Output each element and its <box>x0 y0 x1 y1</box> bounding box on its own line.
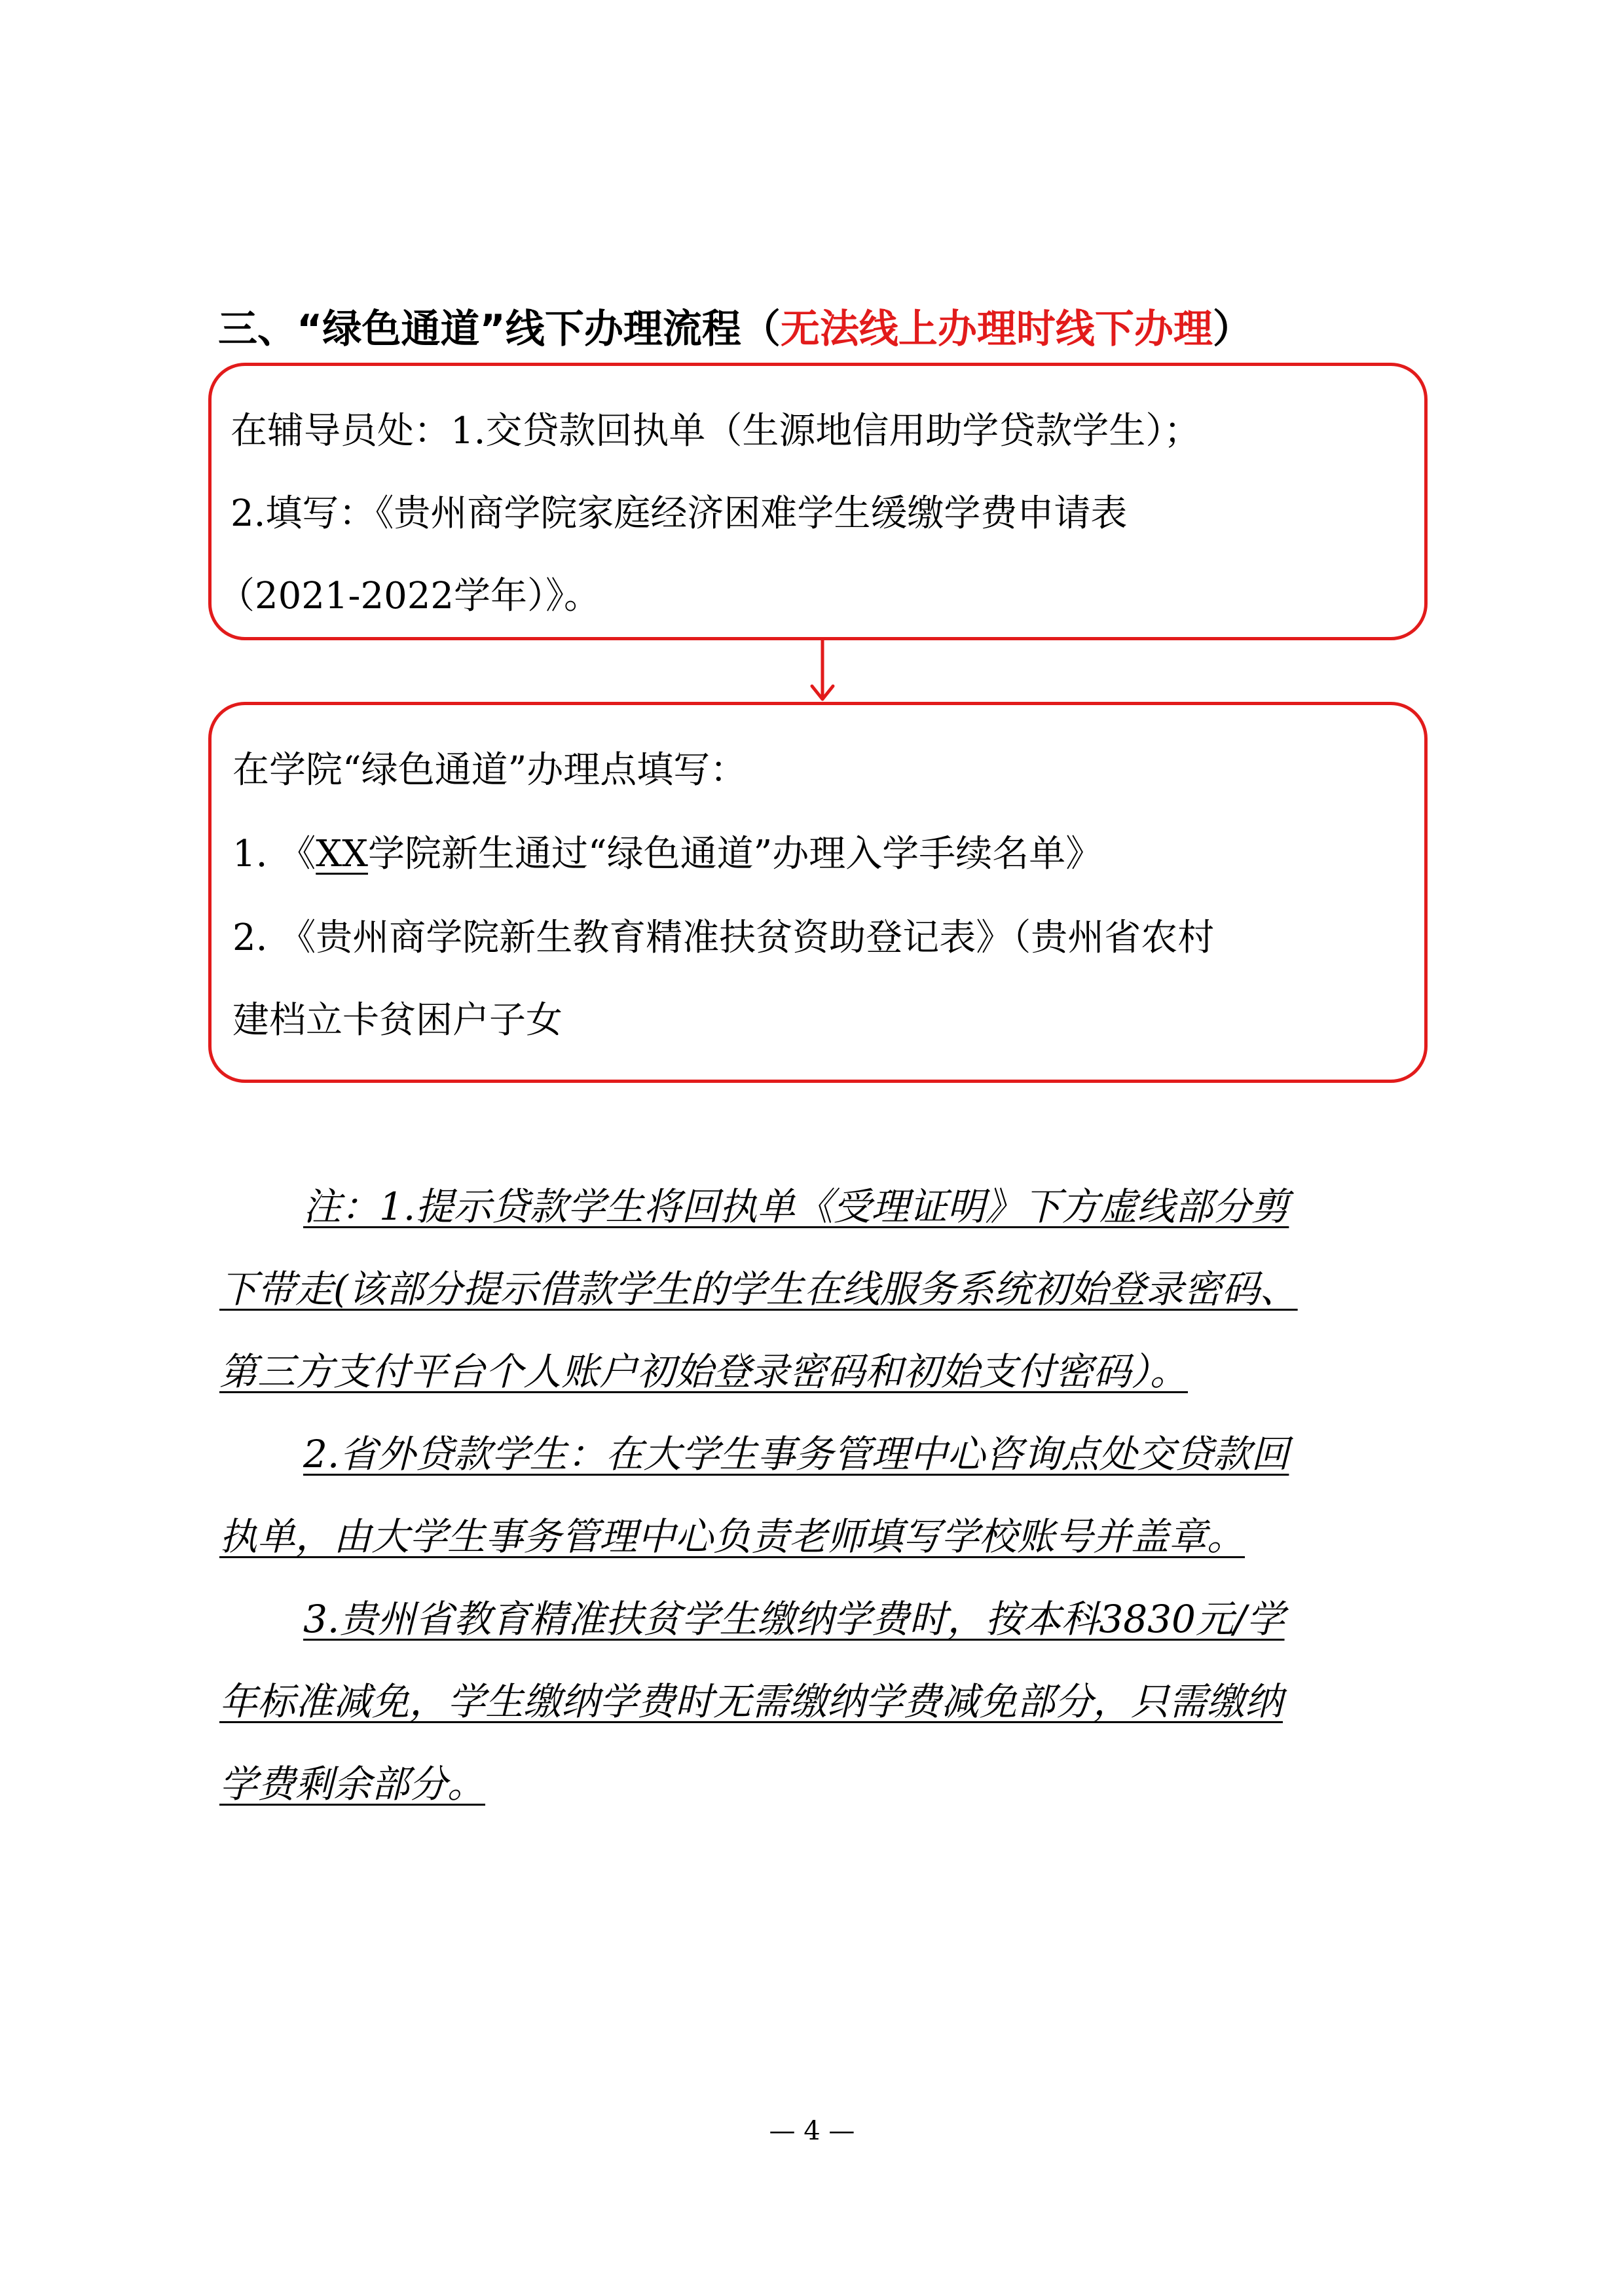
flow-arrow-icon <box>808 640 837 703</box>
college-step-line-1: 在学院“绿色通道”办理点填写： <box>232 749 747 792</box>
section-heading-close: ） <box>1212 306 1252 352</box>
college-step-line-3: 2. 《贵州商学院新生教育精准扶贫资助登记表》（贵州省农村 <box>232 917 1215 959</box>
note-3-line-2 <box>219 1679 1283 1724</box>
college-placeholder-xx: XX <box>316 833 368 875</box>
note-1-line-3-text: 第三方支付平台个人账户初始登录密码和初始支付密码）。 <box>219 1349 1189 1394</box>
note-2-line-2 <box>219 1514 1245 1559</box>
note-1-line-1 <box>303 1184 1289 1230</box>
section-heading-text: 三、“绿色通道”线下办理流程（ <box>218 306 781 352</box>
note-2-line-1-text: 2.省外贷款学生：在大学生事务管理中心咨询点处交贷款回 <box>303 1432 1289 1476</box>
college-step-line-2 <box>232 831 1102 877</box>
section-heading <box>218 293 1252 365</box>
note-3-line-1 <box>303 1596 1285 1642</box>
note-2-line-1 <box>303 1431 1289 1477</box>
note-1-line-2-text: 下带走(该部分提示借款学生的学生在线服务系统初始登录密码、 <box>219 1267 1298 1311</box>
note-1-line-1-text: 注：1.提示贷款学生将回执单《受理证明》下方虚线部分剪 <box>303 1184 1289 1229</box>
note-3-line-3 <box>219 1761 485 1807</box>
note-1-line-3 <box>219 1349 1188 1394</box>
college-step-line-2-rest: 学院新生通过“绿色通道”办理入学手续名单》 <box>367 833 1103 875</box>
note-2-line-2-text: 执单，由大学生事务管理中心负责老师填写学校账号并盖章。 <box>219 1514 1246 1559</box>
note-1-line-2 <box>219 1266 1298 1312</box>
counselor-step-line-2: 2.填写：《贵州商学院家庭经济困难学生缓缴学费申请表 <box>231 492 1128 535</box>
counselor-step-line-3: （2021-2022学年）》。 <box>218 575 600 617</box>
page-number: — 4 — <box>769 2116 855 2146</box>
note-3-line-2-text: 年标准减免，学生缴纳学费时无需缴纳学费减免部分，只需缴纳 <box>219 1679 1283 1724</box>
section-heading-red-note: 无法线上办理时线下办理 <box>780 306 1213 352</box>
note-3-line-3-text: 学费剩余部分。 <box>219 1762 486 1806</box>
college-step-line-4: 建档立卡贫困户子女 <box>232 999 563 1042</box>
note-3-line-1-text: 3.贵州省教育精准扶贫学生缴纳学费时，按本科3830元/学 <box>303 1597 1285 1641</box>
counselor-step-line-1: 在辅导员处：1.交贷款回执单（生源地信用助学贷款学生）； <box>231 410 1201 452</box>
college-step-line-2-prefix: 1. 《 <box>232 833 316 875</box>
